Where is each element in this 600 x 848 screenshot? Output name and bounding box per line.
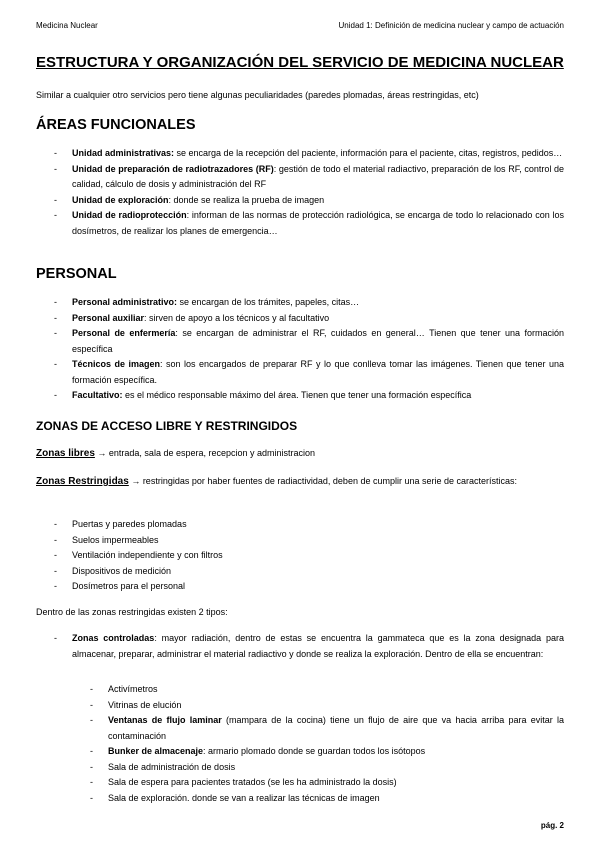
list-item: - Unidad de radioprotección: informan de las normas de protección radiológica, se encarga de todo lo relacionado con los dosímetros, de realizar los planes de emergencia… (54, 210, 564, 236)
header-right: Unidad 1: Definición de medicina nuclear y campo de actuación (338, 21, 564, 30)
list-item: - Sala de administración de dosis (90, 761, 236, 772)
list-item: - Zonas controladas: mayor radiación, dentro de estas se encuentra la gammateca que es la zona designada para almacenar, preparar, administrar el material radiactivo y donde se realiza la exploración. Dentro de ella se encuentran: (54, 633, 564, 659)
areas-list (36, 146, 564, 239)
list-item: - Activímetros (90, 684, 158, 694)
list-item: - Unidad de exploración: donde se realiza la prueba de imagen (54, 194, 325, 205)
list-item: - Dispositivos de medición (54, 565, 172, 576)
list-item: - Vitrinas de elución (90, 699, 182, 710)
page-number: pág. 2 (540, 821, 564, 830)
list-item: - Unidad de preparación de radiotrazadores (RF): gestión de todo el material radiactivo, preparación de los RF, control de calidad, cálculo de dosis y administración del RF (54, 163, 564, 189)
list-item: - Sala de exploración. donde se van a realizar las técnicas de imagen (90, 792, 380, 803)
list-item: - Personal administrativo: se encargan de los trámites, papeles, citas… (54, 297, 360, 307)
document-title: ESTRUCTURA Y ORGANIZACIÓN DEL SERVICIO DE MEDICINA NUCLEAR (36, 54, 564, 71)
zonas-restringidas-label: Zonas Restringidas (36, 476, 129, 487)
gammateca-list (36, 682, 564, 806)
list-item: - Personal auxiliar: sirven de apoyo a los técnicos y al facultativo (54, 312, 330, 323)
areas-heading: ÁREAS FUNCIONALES (36, 117, 196, 133)
list-item: - Ventilación independiente y con filtros (54, 550, 223, 560)
list-item: - Facultativo: es el médico responsable máximo del área. Tienen que tener una formación específica (54, 390, 472, 400)
list-item: - Sala de espera para pacientes tratados (se les ha administrado la dosis) (90, 777, 397, 787)
list-item: - Unidad administrativas: se encarga de la recepción del paciente, información para el paciente, citas, registros, pedidos… (54, 148, 563, 158)
intro-paragraph: Similar a cualquier otro servicios pero tiene algunas peculiaridades (paredes plomadas, áreas restringidas, etc) (36, 90, 479, 100)
header-left: Medicina Nuclear (36, 21, 98, 30)
list-item: - Dosímetros para el personal (54, 581, 186, 591)
page-header (36, 21, 564, 30)
tipos-list (36, 631, 564, 662)
list-item: - Ventanas de flujo laminar (mampara de la cocina) tiene un flujo de aire que va hacia arriba para evitar la contaminación (90, 715, 564, 741)
list-item: - Bunker de almacenaje: armario plomado donde se guardan todos los isótopos (90, 746, 426, 756)
zonas-libres-paragraph: Zonas libres → entrada, sala de espera, recepcion y administracion (36, 448, 316, 459)
personal-list (36, 295, 564, 404)
zonas-restringidas-paragraph: Zonas Restringidas → restringidas por haber fuentes de radiactividad, deben de cumplir una serie de características: (36, 476, 518, 487)
list-item: - Técnicos de imagen: son los encargados de preparar RF y lo que conlleva tomar las imágenes. Tienen que tener una formación específica. (54, 359, 564, 385)
personal-heading: PERSONAL (36, 266, 117, 282)
zonas-heading: ZONAS DE ACCESO LIBRE Y RESTRINGIDOS (36, 419, 298, 433)
zonas-libres-label: Zonas libres (36, 448, 95, 459)
list-item: - Suelos impermeables (54, 534, 159, 545)
list-item: - Puertas y paredes plomadas (54, 519, 187, 529)
tipos-intro: Dentro de las zonas restringidas existen 2 tipos: (36, 607, 228, 617)
list-item: - Personal de enfermería: se encargan de administrar el RF, cuidados en general… Tienen que tener una formación específica (54, 328, 564, 354)
caracteristicas-list (36, 517, 564, 595)
